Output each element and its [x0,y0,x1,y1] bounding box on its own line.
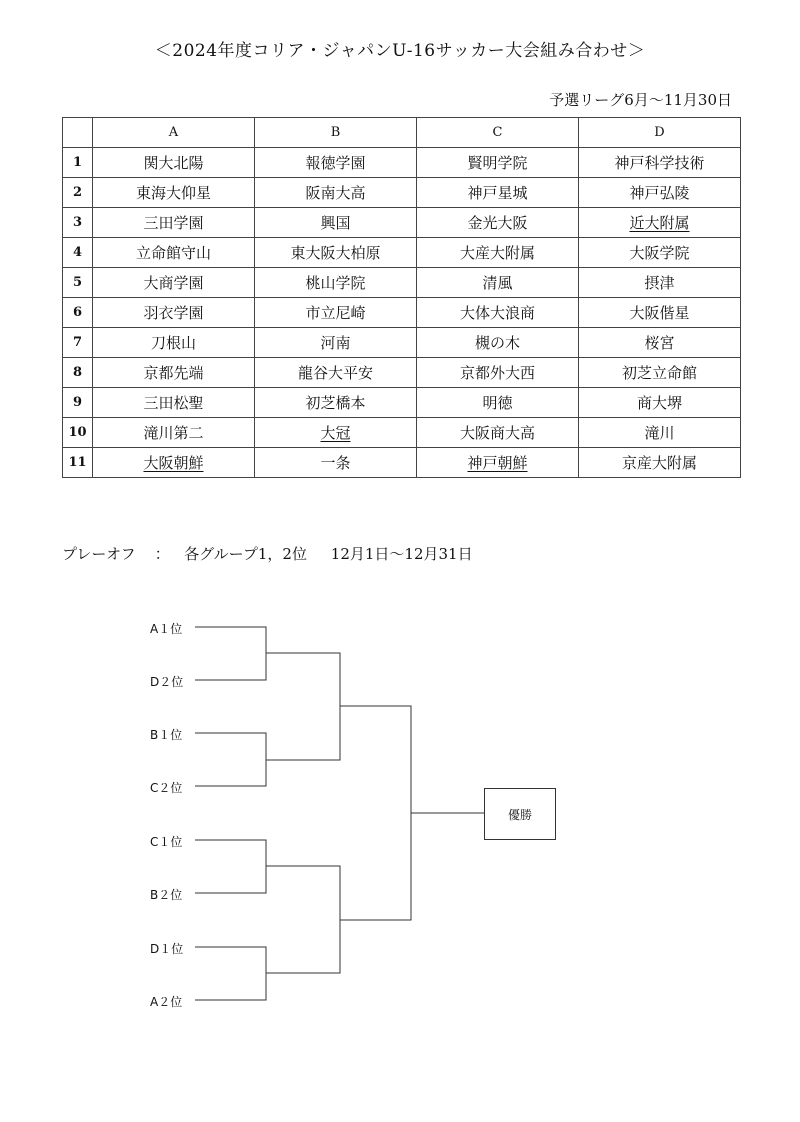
team-name: 賢明学院 [467,154,528,172]
row-number: 8 [63,358,93,388]
seed-label-1: A１位 [150,622,183,636]
seed-label-3: B１位 [150,728,183,742]
team-name: 大商学園 [143,274,204,292]
team-name: 報徳学園 [305,154,366,172]
playoff-period: 12月1日〜12月31日 [330,545,473,563]
bracket-semi-2 [266,866,340,973]
team-name: 大阪商大高 [459,424,535,442]
team-name: 金光大阪 [467,214,528,232]
row-number: 1 [63,148,93,178]
team-name: 河南 [320,334,351,352]
bracket-match-3 [195,840,266,893]
page-title: ＜2024年度コリア・ジャパンU-16サッカー大会組み合わせ＞ [154,41,646,61]
playoff-separator: ： [154,545,170,563]
team-name: 明徳 [482,394,513,412]
team-name: 東大阪大柏原 [290,244,381,262]
team-name: 滝川第二 [143,424,204,442]
playoff-qualify: 各グループ1，2位 [184,545,307,563]
row-number: 5 [63,268,93,298]
team-name: 初芝立命館 [621,364,697,382]
row-number: 7 [63,328,93,358]
team-name: 大阪学院 [629,244,690,262]
row-number: 11 [63,448,93,478]
column-header-b: B [255,118,417,148]
team-name: 大冠 [320,424,351,442]
winner-label: 優勝 [507,807,532,822]
team-name: 京都先端 [143,364,204,382]
team-name: 大阪偕星 [629,304,690,322]
bracket-match-4 [195,947,266,1000]
row-number: 2 [63,178,93,208]
column-header-c: C [417,118,579,148]
seed-label-6: B２位 [150,888,183,902]
team-name: 神戸星城 [467,184,528,202]
team-name: 神戸弘陵 [629,184,690,202]
team-name: 大阪朝鮮 [143,454,204,472]
team-name: 刀根山 [150,334,196,352]
bracket-lines [195,627,484,1000]
bracket-match-2 [195,733,266,786]
row-number: 3 [63,208,93,238]
seed-label-5: C１位 [150,835,183,849]
team-name: 羽衣学園 [143,304,204,322]
team-name: 三田松聖 [143,394,204,412]
team-name: 近大附属 [629,214,690,232]
team-name: 京都外大西 [459,364,535,382]
team-name: 槻の木 [474,334,520,352]
seed-label-4: C２位 [150,781,183,795]
seed-label-2: D２位 [150,675,184,689]
winner-box [484,788,556,840]
team-name: 興国 [320,214,351,232]
team-name: 立命館守山 [135,244,211,262]
row-number: 10 [63,418,93,448]
team-name: 滝川 [644,424,675,442]
team-name: 東海大仰星 [135,184,211,202]
team-name: 関大北陽 [143,154,204,172]
team-name: 龍谷大平安 [297,364,373,382]
team-name: 京産大附属 [621,454,697,472]
team-name: 大産大附属 [459,244,535,262]
playoff-label: プレーオフ [62,545,136,563]
bracket-final [340,706,411,920]
team-name: 市立尼崎 [305,304,366,322]
seed-label-7: D１位 [150,942,184,956]
team-name: 商大堺 [636,394,682,412]
column-header-d: D [579,118,741,148]
team-name: 桃山学院 [305,274,366,292]
team-name: 神戸科学技術 [614,154,705,172]
seed-label-8: A２位 [150,995,183,1009]
team-name: 大体大浪商 [459,304,535,322]
team-name: 清風 [482,274,513,292]
column-header-a: A [93,118,255,148]
row-number: 9 [63,388,93,418]
bracket-semi-1 [266,653,340,760]
row-number: 4 [63,238,93,268]
team-name: 三田学園 [143,214,204,232]
row-number: 6 [63,298,93,328]
team-name: 初芝橋本 [305,394,366,412]
team-name: 神戸朝鮮 [467,454,528,472]
team-name: 桜宮 [644,334,675,352]
bracket-match-1 [195,627,266,680]
team-name: 阪南大高 [305,184,366,202]
team-name: 一条 [320,454,351,472]
team-name: 摂津 [644,274,675,292]
league-period: 予選リーグ6月〜11月30日 [549,91,732,109]
